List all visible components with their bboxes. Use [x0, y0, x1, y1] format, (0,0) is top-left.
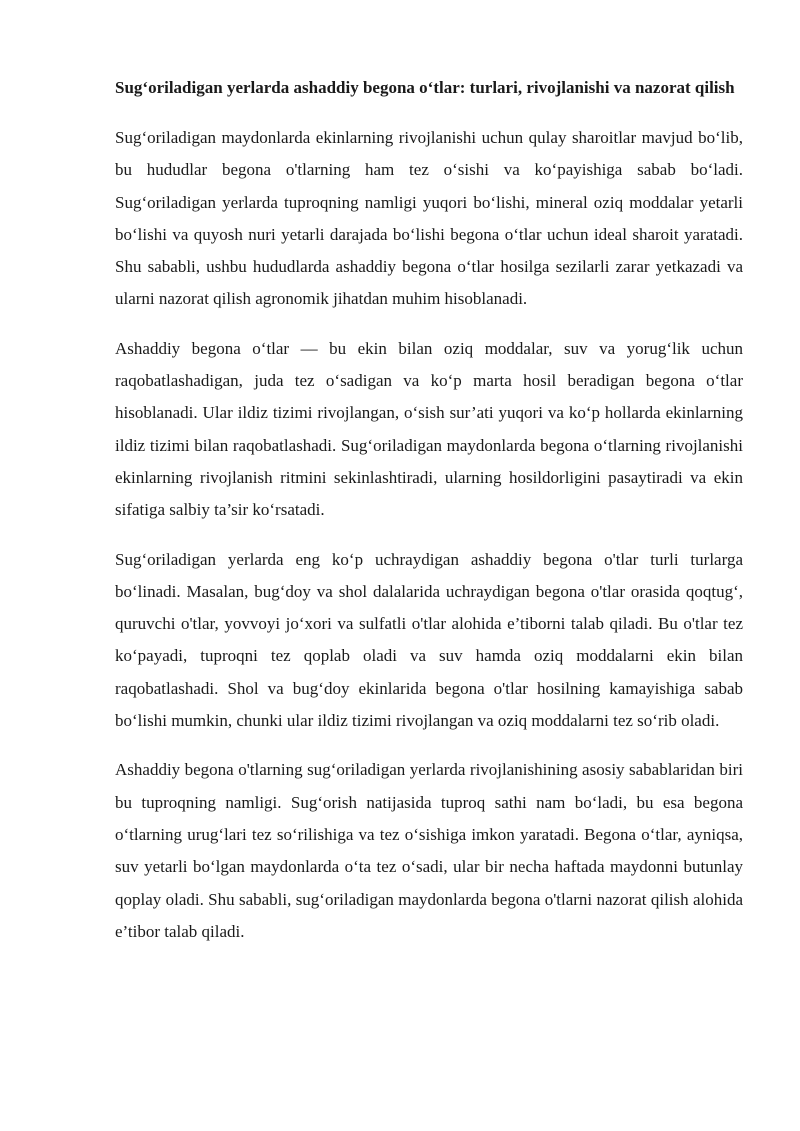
document-title: Sug‘oriladigan yerlarda ashaddiy begona o‘tlar: turlari, rivojlanishi va nazorat qilish	[115, 78, 735, 97]
paragraph-3: Sug‘oriladigan yerlarda eng ko‘p uchraydigan ashaddiy begona o'tlar turli turlarga bo‘linadi. Masalan, bug‘doy va shol dalalarida uchraydigan begona o'tlar orasida qoqtug‘, quruvchi o'tlar, yovvoyi jo‘xori va sulfatli o'tlar alohida e’tiborni talab qiladi. Bu o'tlar tez ko‘payadi, tuproqni tez qoplab oladi va suv hamda oziq moddalarni ekin bilan raqobatlashadi. Shol va bug‘doy ekinlarida begona o'tlar hosilning kamayishiga sabab bo‘lishi mumkin, chunki ular ildiz tizimi rivojlangan va oziq moddalarni tez so‘rib oladi.	[115, 549, 743, 731]
paragraph-4: Ashaddiy begona o'tlarning sug‘oriladigan yerlarda rivojlanishining asosiy sabablaridan biri bu tuproqning namligi. Sug‘orish natijasida tuproq sathi nam bo‘ladi, bu esa begona o‘tlarning urug‘lari tez so‘rilishiga va tez o‘sishiga imkon yaratadi. Begona o‘tlar, ayniqsa, suv yetarli bo‘lgan maydonlarda o‘ta tez o‘sadi, ular bir necha haftada maydonni butunlay qoplay oladi. Shu sababli, sug‘oriladigan maydonlarda begona o'tlarni nazorat qilish alohida e’tibor talab qiladi.	[115, 760, 743, 941]
paragraph-1: Sug‘oriladigan maydonlarda ekinlarning rivojlanishi uchun qulay sharoitlar mavjud bo‘lib, bu hududlar begona o'tlarning ham tez o‘sishi va ko‘payishiga sabab bo‘ladi. Sug‘oriladigan yerlarda tuproqning namligi yuqori bo‘lishi, mineral oziq moddalar yetarli bo‘lishi va quyosh nuri yetarli darajada bo‘lishi begona o‘tlar uchun ideal sharoit yaratadi. Shu sababli, ushbu hududlarda ashaddiy begona o‘tlar hosilga sezilarli zarar yetkazadi va ularni nazorat qilish agronomik jihatdan muhim hisoblanadi.	[115, 128, 743, 309]
paragraph-2: Ashaddiy begona o‘tlar — bu ekin bilan oziq moddalar, suv va yorug‘lik uchun raqobatlashadigan, juda tez o‘sadigan va ko‘p marta hosil beradigan begona o‘tlar hisoblanadi. Ular ildiz tizimi rivojlangan, o‘sish sur’ati yuqori va ko‘p hollarda ekinlarning ildiz tizimi bilan raqobatlashadi. Sug‘oriladigan maydonlarda begona o‘tlarning rivojlanishi ekinlarning rivojlanish ritmini sekinlashtiradi, ularning hosildorligini pasaytiradi va ekin sifatiga salbiy ta’sir ko‘rsatadi.	[115, 338, 743, 520]
